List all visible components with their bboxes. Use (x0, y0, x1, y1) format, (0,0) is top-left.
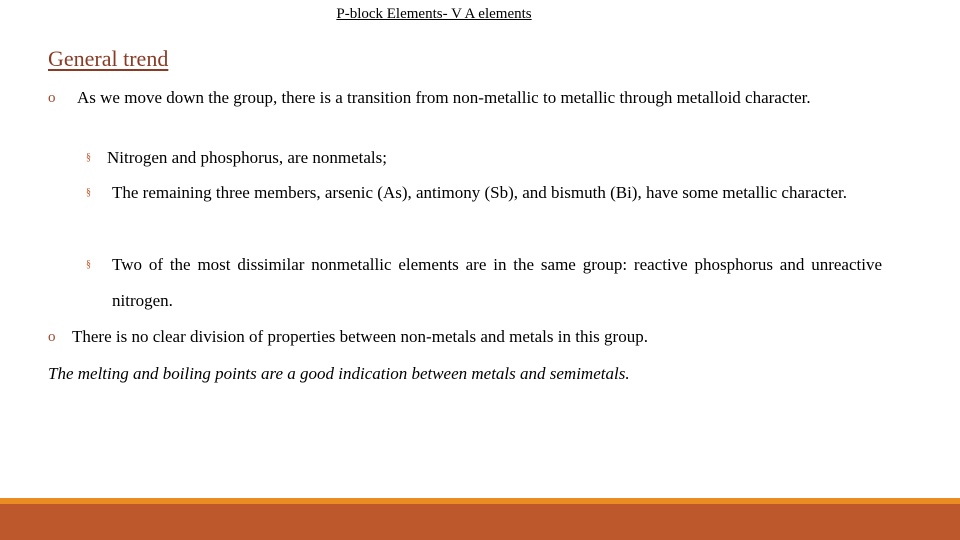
footer-bar (0, 504, 960, 540)
bullet-item (48, 80, 882, 116)
sub-bullet-item (86, 175, 882, 211)
italic-note: The melting and boiling points are a good indication between metals and semimetals. (48, 364, 630, 383)
section-title: General trend (48, 46, 169, 71)
square-bullet-icon: § (86, 187, 91, 198)
bullet-text: There is no clear division of properties between non-metals and metals in this group. (72, 327, 648, 346)
sub-bullet-item (86, 140, 882, 176)
sub-bullet-text: Two of the most dissimilar nonmetallic elements are in the same group: reactive phosphorus and unreactive nitrogen. (112, 255, 882, 310)
circle-bullet-icon: o (48, 90, 56, 106)
slide-header: P-block Elements- V A elements (336, 6, 532, 22)
sub-bullet-item (86, 247, 882, 319)
square-bullet-icon: § (86, 259, 91, 270)
circle-bullet-icon: o (48, 329, 56, 345)
bullet-item (48, 319, 882, 355)
bullet-text: As we move down the group, there is a transition from non-metallic to metallic through metalloid character. (77, 88, 811, 107)
sub-bullet-text: The remaining three members, arsenic (As), antimony (Sb), and bismuth (Bi), have some metallic character. (112, 183, 848, 202)
square-bullet-icon: § (86, 152, 91, 163)
sub-bullet-text: Nitrogen and phosphorus, are nonmetals; (107, 148, 387, 167)
